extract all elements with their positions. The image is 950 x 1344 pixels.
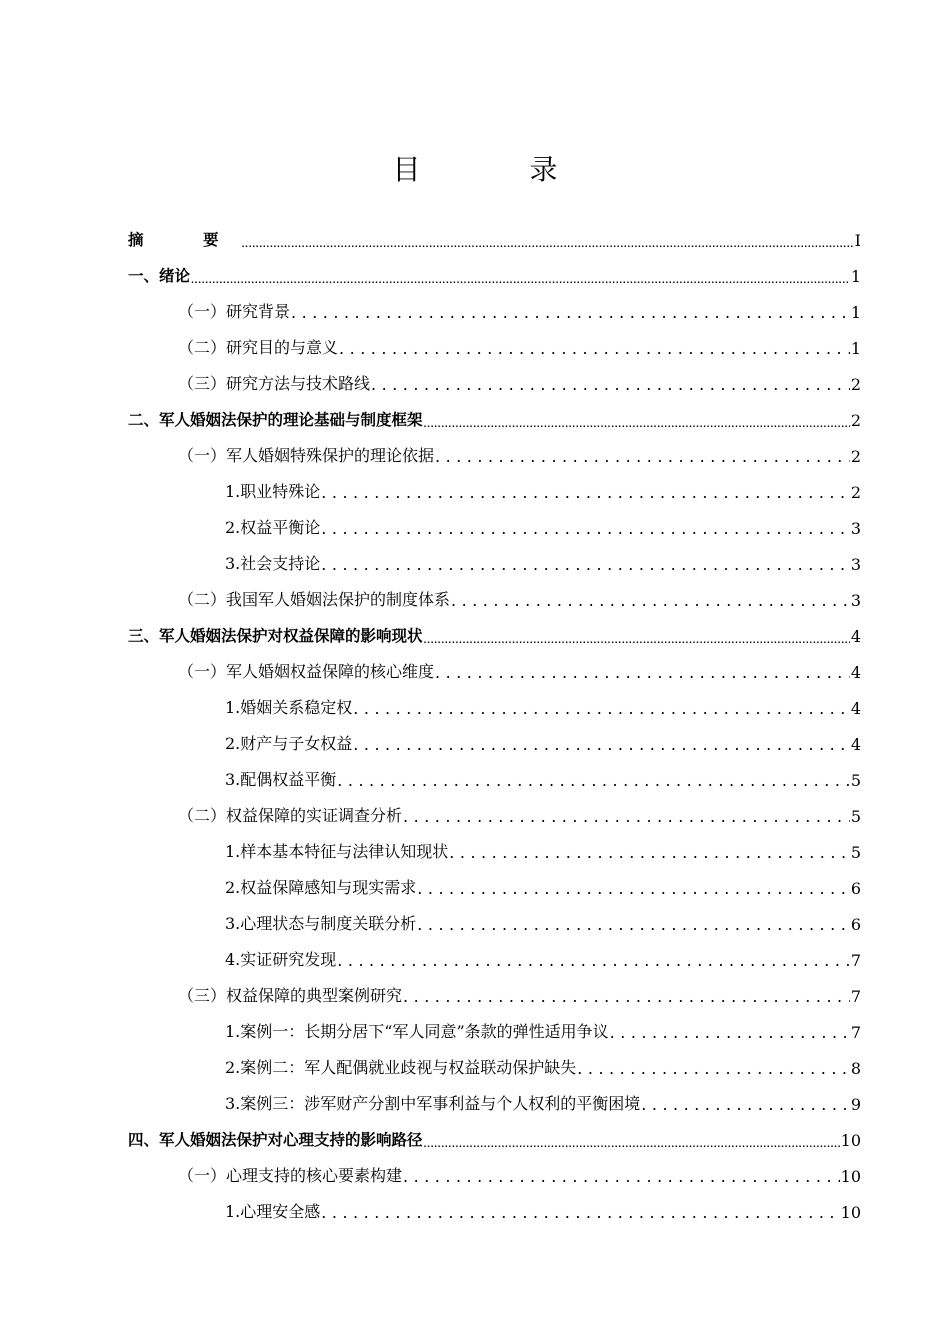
toc-entry[interactable] — [128, 290, 861, 326]
toc-entry[interactable] — [128, 938, 861, 974]
table-of-contents — [128, 218, 861, 1226]
toc-entry-text: 四、军人婚姻法保护对心理支持的影响路径 — [128, 1131, 423, 1149]
toc-entry-text: 摘 要 — [128, 231, 241, 249]
toc-leader-dots — [424, 1140, 840, 1150]
toc-leader-dots — [337, 771, 850, 790]
toc-entry-page: 6 — [850, 915, 861, 934]
toc-entry-text: 二、军人婚姻法保护的理论基础与制度框架 — [128, 411, 423, 429]
toc-leader-dots — [417, 879, 850, 898]
toc-leader-dots — [641, 1095, 850, 1114]
toc-entry-page: 1 — [850, 303, 861, 322]
toc-entry-page: 2 — [850, 375, 861, 394]
toc-entry[interactable] — [128, 1118, 861, 1154]
toc-entry[interactable] — [128, 398, 861, 434]
toc-entry-text: 3.案例三：涉军财产分割中军事利益与个人权利的平衡困境 — [225, 1094, 641, 1113]
toc-entry-page: 2 — [850, 483, 861, 502]
toc-entry-text: 2.权益保障感知与现实需求 — [225, 878, 417, 897]
toc-title: 目 录 — [392, 153, 608, 186]
toc-entry-page: 2 — [850, 447, 861, 466]
toc-leader-dots — [321, 519, 850, 538]
toc-leader-dots — [451, 591, 850, 610]
toc-leader-dots — [417, 915, 850, 934]
toc-entry[interactable] — [128, 542, 861, 578]
toc-leader-dots — [424, 420, 850, 430]
toc-entry[interactable] — [128, 722, 861, 758]
toc-leader-dots — [435, 663, 850, 682]
toc-entry-text: 2.财产与子女权益 — [225, 734, 353, 753]
toc-entry-page: 9 — [850, 1095, 861, 1114]
toc-leader-dots — [403, 1167, 840, 1186]
toc-entry[interactable] — [128, 794, 861, 830]
toc-entry[interactable] — [128, 1046, 861, 1082]
toc-leader-dots — [424, 636, 850, 646]
toc-entry-text: （一）军人婚姻权益保障的核心维度 — [178, 662, 435, 681]
toc-entry[interactable] — [128, 902, 861, 938]
toc-entry[interactable] — [128, 614, 861, 650]
toc-entry[interactable] — [128, 326, 861, 362]
toc-leader-dots — [371, 375, 850, 394]
toc-entry-text: 2.权益平衡论 — [225, 518, 321, 537]
toc-leader-dots — [353, 699, 850, 718]
toc-leader-dots — [321, 555, 850, 574]
toc-entry[interactable] — [128, 650, 861, 686]
toc-entry-text: 2.案例二：军人配偶就业歧视与权益联动保护缺失 — [225, 1058, 577, 1077]
toc-entry-page: 8 — [850, 1059, 861, 1078]
toc-entry[interactable] — [128, 506, 861, 542]
toc-entry-text: 一、绪论 — [128, 267, 191, 285]
toc-entry-text: 1.婚姻关系稳定权 — [225, 698, 353, 717]
toc-entry-page: 5 — [850, 771, 861, 790]
toc-leader-dots — [321, 483, 850, 502]
toc-entry[interactable] — [128, 1190, 861, 1226]
toc-entry-page: 4 — [850, 735, 861, 754]
toc-leader-dots — [403, 987, 850, 1006]
toc-entry[interactable] — [128, 758, 861, 794]
toc-leader-dots — [435, 447, 850, 466]
toc-entry-page: 3 — [850, 519, 861, 538]
toc-leader-dots — [610, 1023, 850, 1042]
toc-leader-dots — [291, 303, 850, 322]
toc-entry[interactable] — [128, 830, 861, 866]
toc-entry[interactable] — [128, 434, 861, 470]
toc-entry-text: 3.心理状态与制度关联分析 — [225, 914, 417, 933]
toc-entry[interactable] — [128, 1154, 861, 1190]
toc-entry-text: 1.样本基本特征与法律认知现状 — [225, 842, 449, 861]
toc-entry-page: 1 — [850, 339, 861, 358]
toc-entry-page: 5 — [850, 843, 861, 862]
toc-entry-page: 3 — [850, 591, 861, 610]
toc-entry-page: 6 — [850, 879, 861, 898]
toc-leader-dots — [242, 240, 854, 250]
toc-entry-text: （一）研究背景 — [178, 302, 291, 321]
toc-entry[interactable] — [128, 470, 861, 506]
toc-leader-dots — [449, 843, 850, 862]
toc-entry-page: 7 — [850, 987, 861, 1006]
toc-leader-dots — [577, 1059, 850, 1078]
toc-entry-text: （三）研究方法与技术路线 — [178, 374, 371, 393]
toc-leader-dots — [337, 951, 850, 970]
toc-entry[interactable] — [128, 1010, 861, 1046]
toc-entry-text: （二）我国军人婚姻法保护的制度体系 — [178, 590, 451, 609]
toc-entry-page: 4 — [850, 699, 861, 718]
toc-entry-page: 3 — [850, 555, 861, 574]
toc-leader-dots — [403, 807, 850, 826]
toc-entry-page: 7 — [850, 1023, 861, 1042]
toc-entry[interactable] — [128, 866, 861, 902]
toc-entry[interactable] — [128, 578, 861, 614]
toc-entry-text: 1.案例一：长期分居下“军人同意”条款的弹性适用争议 — [225, 1022, 609, 1041]
toc-entry-page: 7 — [850, 951, 861, 970]
toc-entry-page: 10 — [840, 1203, 861, 1222]
toc-entry-page: 2 — [850, 411, 861, 430]
toc-entry-page: 4 — [850, 627, 861, 646]
toc-entry-text: （一）心理支持的核心要素构建 — [178, 1166, 403, 1185]
toc-leader-dots — [339, 339, 850, 358]
toc-entry-text: 三、军人婚姻法保护对权益保障的影响现状 — [128, 627, 423, 645]
toc-entry-text: 1.职业特殊论 — [225, 482, 321, 501]
toc-entry-text: 3.社会支持论 — [225, 554, 321, 573]
toc-leader-dots — [191, 276, 850, 286]
toc-entry-text: 4.实证研究发现 — [225, 950, 337, 969]
toc-entry[interactable] — [128, 1082, 861, 1118]
toc-entry-text: （三）权益保障的典型案例研究 — [178, 986, 403, 1005]
toc-entry-text: （一）军人婚姻特殊保护的理论依据 — [178, 446, 435, 465]
toc-entry-page: 10 — [840, 1167, 861, 1186]
toc-entry-page: 10 — [840, 1131, 861, 1150]
toc-entry[interactable] — [128, 218, 861, 254]
toc-entry-text: 3.配偶权益平衡 — [225, 770, 337, 789]
toc-entry[interactable] — [128, 254, 861, 290]
toc-entry-text: （二）研究目的与意义 — [178, 338, 339, 357]
toc-entry-page: 1 — [850, 267, 861, 286]
toc-entry[interactable] — [128, 362, 861, 398]
toc-entry-text: 1.心理安全感 — [225, 1202, 321, 1221]
toc-entry-page: 4 — [850, 663, 861, 682]
toc-entry-page: 5 — [850, 807, 861, 826]
toc-entry-text: （二）权益保障的实证调查分析 — [178, 806, 403, 825]
toc-entry[interactable] — [128, 686, 861, 722]
toc-entry-page: I — [854, 231, 861, 250]
toc-leader-dots — [321, 1203, 839, 1222]
toc-leader-dots — [353, 735, 850, 754]
toc-entry[interactable] — [128, 974, 861, 1010]
